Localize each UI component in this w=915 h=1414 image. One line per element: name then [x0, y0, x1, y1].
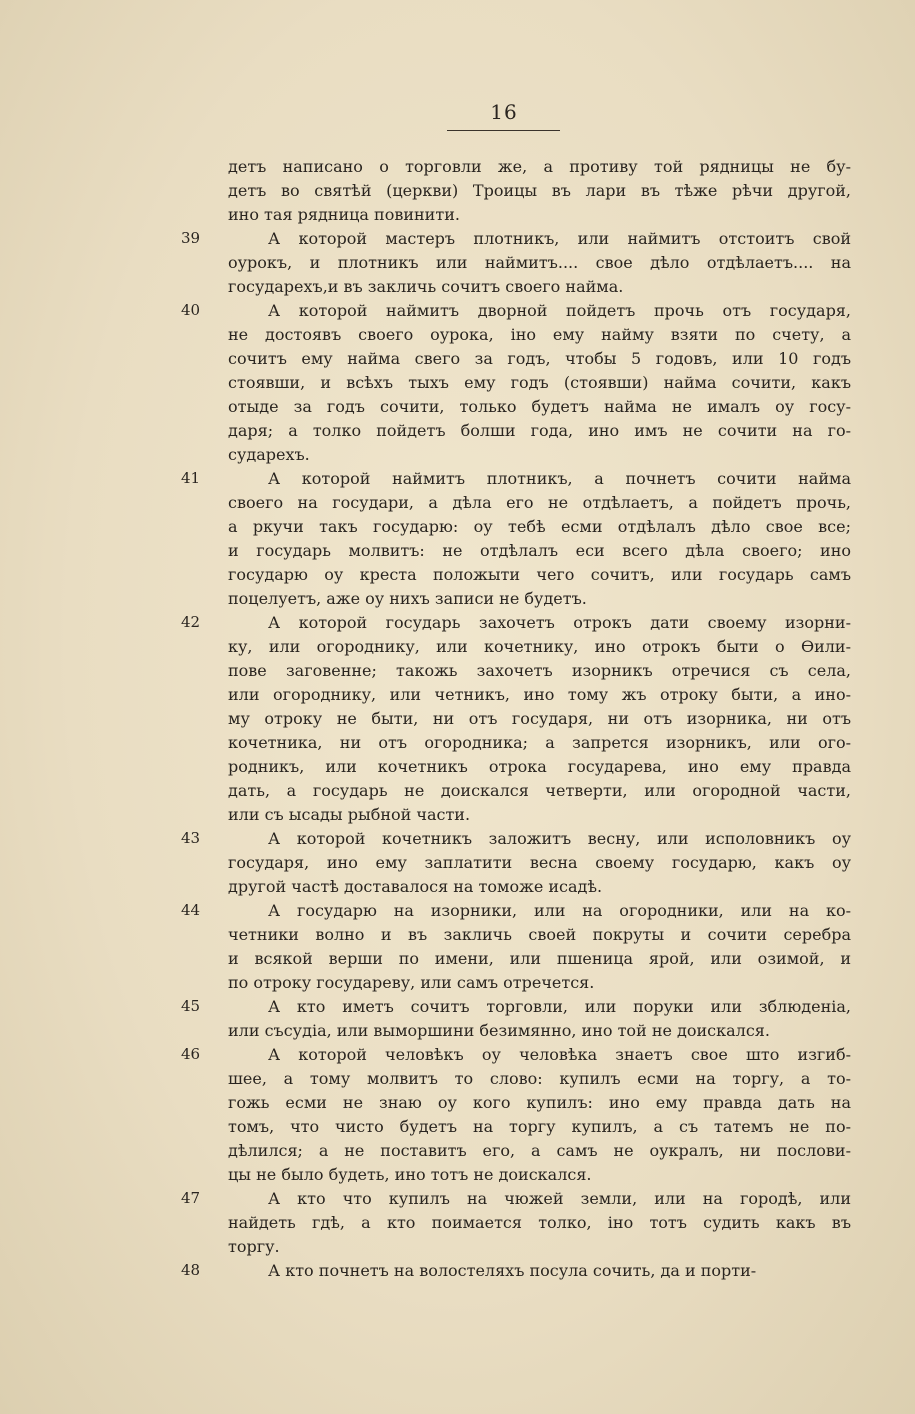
text-line: или съ ысады рыбной части.: [228, 805, 471, 824]
article-number: 39: [181, 229, 201, 247]
text-line: му отроку не быти, ни отъ государя, ни отъ изорника, ни отъ: [228, 709, 851, 728]
article-number: 44: [181, 901, 201, 919]
text-line: даря; а толко пойдетъ болши года, ино имъ не сочити на го-: [228, 421, 851, 440]
text-line: и государь молвитъ: не отдѣлалъ еси всего дѣла своего; ино: [228, 541, 851, 560]
text-line: гожь есми не знаю оу кого купилъ: ино ему правда дать на: [228, 1093, 851, 1112]
article-number: 43: [181, 829, 201, 847]
text-line: цы не было будеть, ино тотъ не доискался.: [228, 1165, 592, 1184]
article-42: [181, 611, 851, 827]
article-45: [181, 995, 851, 1043]
text-line: А которой мастеръ плотникъ, или наймитъ отстоитъ свой: [268, 229, 851, 248]
text-line: А государю на изорники, или на огородники, или на ко-: [268, 901, 851, 920]
article-43: [181, 827, 851, 899]
text-line: дѣлился; а не поставитъ его, а самъ не оукралъ, ни послови-: [228, 1141, 851, 1160]
article-number: 45: [181, 997, 201, 1015]
text-line: стоявши, и всѣхъ тыхъ ему годъ (стоявши) найма сочити, какъ: [228, 373, 851, 392]
article-number: 42: [181, 613, 201, 631]
text-line: А кто почнетъ на волостеляхъ посула сочить, да и порти-: [268, 1261, 757, 1280]
text-line: А которой человѣкъ оу человѣка знаетъ свое што изгиб-: [268, 1045, 851, 1064]
text-line: торгу.: [228, 1237, 280, 1256]
text-line: детъ во святѣй (церкви) Троицы въ лари въ тѣже рѣчи другой,: [228, 181, 851, 200]
article-number: 40: [181, 301, 201, 319]
text-line: не достоявъ своего оурока, іно ему найму взяти по счету, а: [228, 325, 851, 344]
text-line: А которой наймитъ дворной пойдетъ прочь отъ государя,: [268, 301, 851, 320]
header-rule: [447, 130, 560, 131]
text-line: государя, ино ему заплатити весна своему государю, какъ оу: [228, 853, 851, 872]
article-number: 48: [181, 1261, 201, 1279]
text-line: кочетника, ни отъ огородника; а запрется изорникъ, или ого-: [228, 733, 851, 752]
text-line: поцелуетъ, аже оу нихъ записи не будетъ.: [228, 589, 587, 608]
text-line: государю оу креста положыти чего сочитъ, или государь самъ: [228, 565, 851, 584]
page-number: 16: [490, 100, 518, 124]
text-line: ино тая рядница повинити.: [228, 205, 460, 224]
article-40: [181, 299, 851, 467]
article-number: 46: [181, 1045, 201, 1063]
text-line: пове заговенне; такожь захочетъ изорникъ отречися съ села,: [228, 661, 851, 680]
text-line: четники волно и въ закличь своей покруты и сочити серебра: [228, 925, 851, 944]
article-44: [181, 899, 851, 995]
text-line: сочитъ ему найма свего за годъ, чтобы 5 годовъ, или 10 годъ: [228, 349, 851, 368]
text-line: или съсудіа, или выморшини безимянно, ино той не доискался.: [228, 1021, 770, 1040]
text-line: государехъ,и въ закличь сочитъ своего найма.: [228, 277, 624, 296]
article-47: [181, 1187, 851, 1259]
text-line: или огороднику, или четникъ, ино тому жъ отроку быти, а ино-: [228, 685, 851, 704]
article-46: [181, 1043, 851, 1187]
text-line: а ркучи такъ государю: оу тебѣ есми отдѣлалъ дѣло свое все;: [228, 517, 851, 536]
text-line: найдеть гдѣ, а кто поимается толко, іно тотъ судить какъ въ: [228, 1213, 851, 1232]
text-line: томъ, что чисто будетъ на торгу купилъ, а съ татемъ не по-: [228, 1117, 851, 1136]
article-41: [181, 467, 851, 611]
text-line: дать, а государь не доискался четверти, или огородной части,: [228, 781, 851, 800]
text-line: родникъ, или кочетникъ отрока государева, ино ему правда: [228, 757, 851, 776]
text-line: по отроку государеву, или самъ отречется.: [228, 973, 595, 992]
article-39: [181, 227, 851, 299]
text-line: и всякой верши по имени, или пшеница ярой, или озимой, и: [228, 949, 851, 968]
text-line: другой частѣ доставалося на томоже исадѣ.: [228, 877, 603, 896]
text-line: А которой кочетникъ заложитъ весну, или исполовникъ оу: [268, 829, 851, 848]
text-line: шее, а тому молвитъ то слово: купилъ есми на торгу, а то-: [228, 1069, 851, 1088]
text-line: сударехъ.: [228, 445, 310, 464]
article-number: 47: [181, 1189, 201, 1207]
text-line: А кто иметъ сочитъ торговли, или поруки или зблюденіа,: [268, 997, 851, 1016]
text-line: А которой государь захочетъ отрокъ дати своему изорни-: [268, 613, 851, 632]
text-line: оурокъ, и плотникъ или наймитъ.... свое дѣло отдѣлаетъ.... на: [228, 253, 851, 272]
text-line: А кто что купилъ на чюжей земли, или на городѣ, или: [268, 1189, 851, 1208]
body-text: [181, 155, 851, 1283]
article-48: [181, 1259, 851, 1283]
text-line: своего на государи, а дѣла его не отдѣлаетъ, а пойдетъ прочь,: [228, 493, 851, 512]
text-line: ку, или огороднику, или кочетнику, ино отрокъ быти о Ѳили-: [228, 637, 851, 656]
article-number: 41: [181, 469, 201, 487]
text-line: А которой наймитъ плотникъ, а почнетъ сочити найма: [268, 469, 851, 488]
text-line: отыде за годъ сочити, только будетъ найма не ималъ оу госу-: [228, 397, 851, 416]
continuation-paragraph: [181, 155, 851, 227]
text-line: детъ написано о торговли же, а противу той рядницы не бу-: [228, 157, 851, 176]
